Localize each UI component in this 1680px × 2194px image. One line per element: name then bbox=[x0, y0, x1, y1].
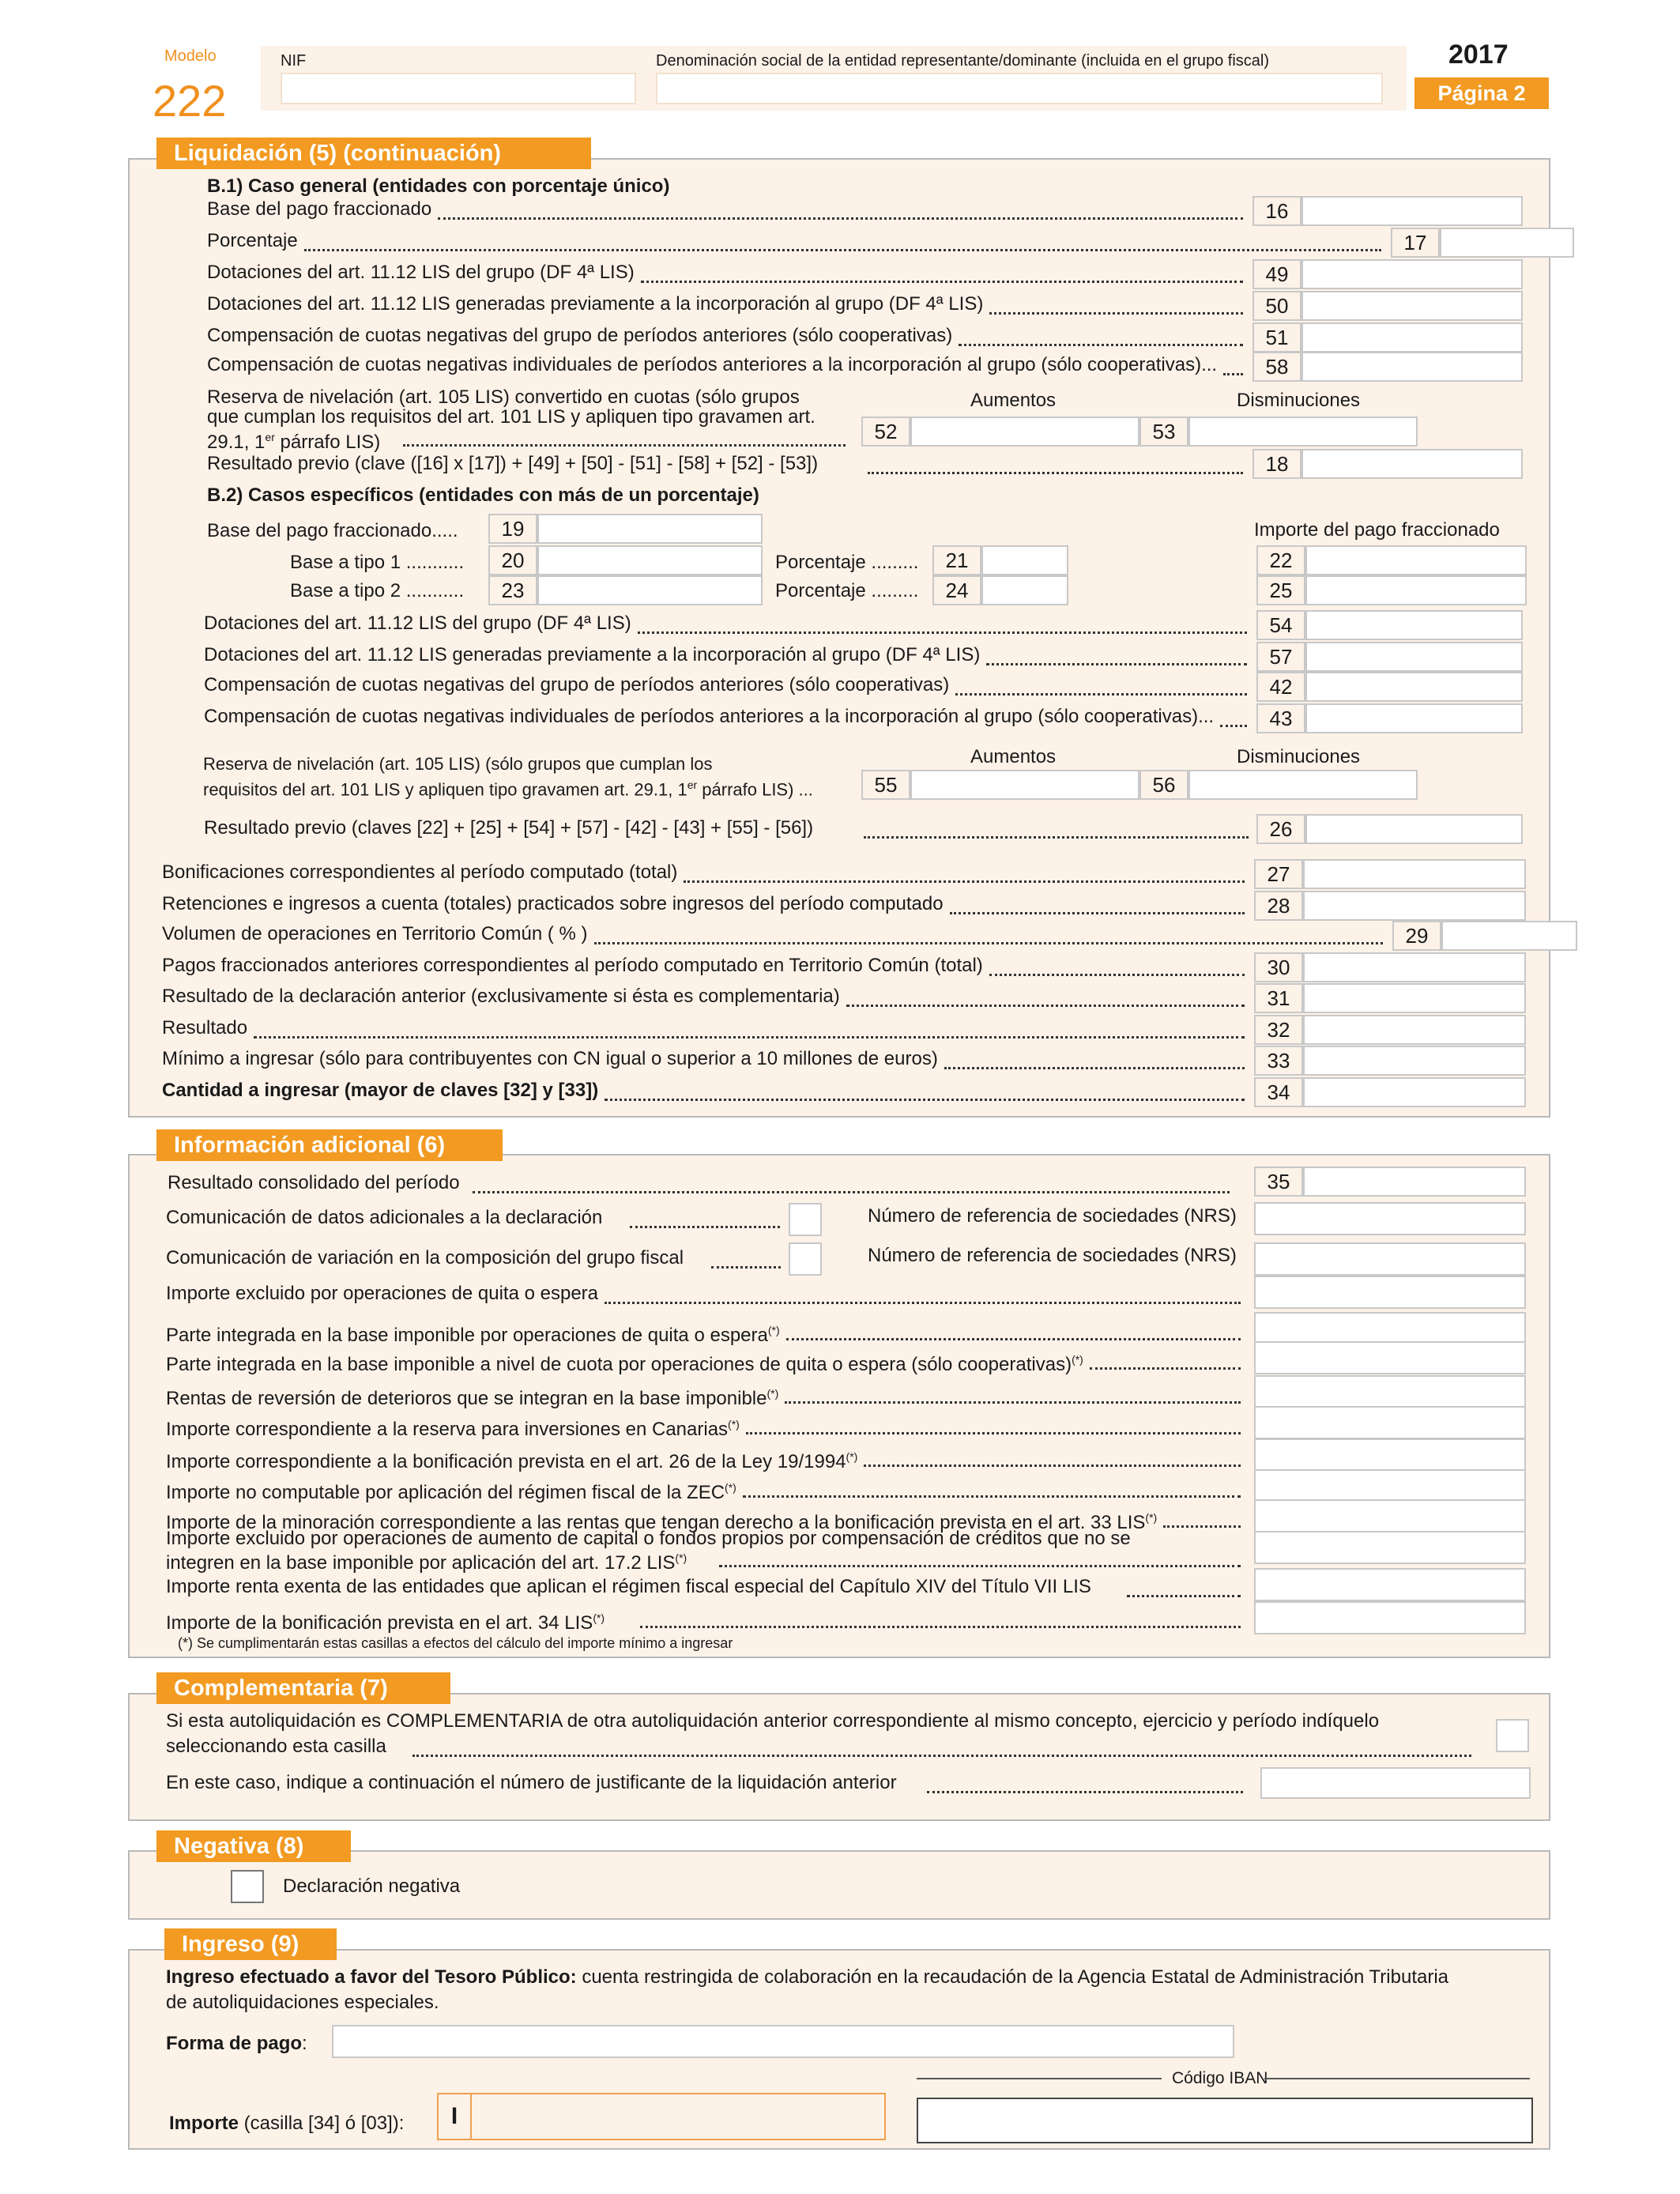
leader-dots bbox=[1223, 371, 1243, 375]
modelo-label: Modelo bbox=[164, 47, 217, 65]
b2-base-label: Base del pago fraccionado..... bbox=[207, 520, 458, 541]
b1-resultado-label: Resultado previo (clave ([16] x [17]) + [49] + [50] - [51] - [58] + [52] - [53]) bbox=[207, 453, 819, 474]
key-52: 52 bbox=[861, 417, 910, 447]
b2-reserva-line1: Reserva de nivelación (art. 105 LIS) (sólo grupos que cumplan los bbox=[203, 754, 713, 774]
b1-title: B.1) Caso general (entidades con porcentaje único) bbox=[207, 175, 670, 197]
b2-resultado-label: Resultado previo (claves [22] + [25] + [54] + [57] - [42] - [43] + [55] - [56]) bbox=[204, 817, 814, 839]
field-29[interactable] bbox=[1441, 921, 1577, 951]
field-21[interactable] bbox=[981, 545, 1068, 575]
key-16: 16 bbox=[1252, 196, 1301, 226]
field-24[interactable] bbox=[981, 575, 1068, 605]
page-indicator: Página 2 bbox=[1414, 77, 1549, 109]
b2-title: B.2) Casos específicos (entidades con más de un porcentaje) bbox=[207, 484, 759, 506]
info-row-field[interactable] bbox=[1254, 1406, 1526, 1439]
field-42[interactable] bbox=[1305, 672, 1523, 702]
nif-field[interactable] bbox=[281, 73, 636, 104]
b2-label-42: Compensación de cuotas negativas del grupo de períodos anteriores (sólo cooperativas) bbox=[204, 674, 950, 696]
key-31: 31 bbox=[1254, 983, 1303, 1013]
field-23[interactable] bbox=[537, 575, 763, 605]
info-row-label: Parte integrada en la base imponible a nivel de cuota por operaciones de quita o espera (sólo cooperativas)(*) bbox=[166, 1353, 1083, 1375]
leader-dots bbox=[786, 1336, 1241, 1340]
field-50[interactable] bbox=[1301, 291, 1523, 321]
complementaria-checkbox[interactable] bbox=[1496, 1719, 1529, 1752]
key-51: 51 bbox=[1252, 322, 1301, 352]
resultado-consolidado-label: Resultado consolidado del período bbox=[168, 1172, 460, 1193]
modelo-number: 222 bbox=[153, 76, 227, 126]
leader-dots bbox=[944, 1065, 1245, 1069]
key-49: 49 bbox=[1252, 259, 1301, 289]
field-22[interactable] bbox=[1305, 545, 1527, 575]
leader-dots bbox=[594, 941, 1383, 944]
year: 2017 bbox=[1448, 40, 1509, 70]
info-row-label: Importe excluido por operaciones de quita o espera bbox=[166, 1283, 599, 1304]
iban-field[interactable] bbox=[917, 2098, 1533, 2143]
renta-exenta-field[interactable] bbox=[1254, 1568, 1526, 1601]
final-label-27: Bonificaciones correspondientes al período computado (total) bbox=[162, 861, 678, 883]
key-26: 26 bbox=[1256, 814, 1305, 844]
b1-label-51: Compensación de cuotas negativas del grupo de períodos anteriores (sólo cooperativas) bbox=[207, 325, 953, 346]
field-51[interactable] bbox=[1301, 322, 1523, 352]
info-row-label: Rentas de reversión de deterioros que se integran en la base imponible(*) bbox=[166, 1387, 779, 1409]
leader-dots bbox=[605, 1097, 1245, 1101]
final-label-31: Resultado de la declaración anterior (exclusivamente si ésta es complementaria) bbox=[162, 986, 840, 1007]
info-row-label: Importe correspondiente a la reserva para inversiones en Canarias(*) bbox=[166, 1418, 740, 1440]
leader-dots bbox=[641, 279, 1243, 283]
info-footnote: (*) Se cumplimentarán estas casillas a efectos del cálculo del importe mínimo a ingresar bbox=[178, 1635, 733, 1651]
final-label-32: Resultado bbox=[162, 1017, 248, 1039]
ingreso-title: Ingreso (9) bbox=[164, 1928, 337, 1960]
field-16[interactable] bbox=[1301, 196, 1523, 226]
info-row-field[interactable] bbox=[1254, 1276, 1526, 1309]
final-label-29: Volumen de operaciones en Territorio Común ( % ) bbox=[162, 923, 588, 944]
leader-dots bbox=[989, 972, 1245, 976]
b1-label-17: Porcentaje bbox=[207, 230, 298, 251]
info-row-label: Importe no computable por aplicación del régimen fiscal de la ZEC(*) bbox=[166, 1481, 736, 1503]
leader-dots bbox=[864, 1463, 1241, 1467]
iban-line-left bbox=[917, 2078, 1162, 2079]
key-20: 20 bbox=[488, 545, 537, 575]
field-35[interactable] bbox=[1303, 1167, 1526, 1197]
key-43: 43 bbox=[1256, 703, 1305, 733]
info-row-field[interactable] bbox=[1254, 1341, 1526, 1374]
nrs1-field[interactable] bbox=[1254, 1202, 1526, 1235]
excluido-line2: integren en la base imponible por aplicación del art. 17.2 LIS(*) bbox=[166, 1551, 687, 1574]
key-53: 53 bbox=[1139, 417, 1188, 447]
denominacion-label: Denominación social de la entidad representante/dominante (incluida en el grupo fiscal) bbox=[656, 52, 1270, 70]
b2-label-54: Dotaciones del art. 11.12 LIS del grupo (DF 4ª LIS) bbox=[204, 613, 631, 634]
info-row-field[interactable] bbox=[1254, 1375, 1526, 1408]
leader-dots bbox=[986, 662, 1247, 665]
excluido-field[interactable] bbox=[1254, 1531, 1526, 1564]
comunicacion-datos-label: Comunicación de datos adicionales a la declaración bbox=[166, 1207, 603, 1228]
b1-reserva-line3: 29.1, 1er párrafo LIS) bbox=[207, 431, 381, 453]
field-30[interactable] bbox=[1303, 952, 1526, 982]
forma-pago-label: Forma de pago: bbox=[166, 2033, 307, 2054]
field-25[interactable] bbox=[1305, 575, 1527, 605]
final-label-33: Mínimo a ingresar (sólo para contribuyentes con CN igual o superior a 10 millones de euros) bbox=[162, 1048, 938, 1069]
key-42: 42 bbox=[1256, 672, 1305, 702]
key-24: 24 bbox=[932, 575, 981, 605]
key-33: 33 bbox=[1254, 1046, 1303, 1076]
info-row-label: Parte integrada en la base imponible por operaciones de quita o espera(*) bbox=[166, 1324, 780, 1346]
key-17: 17 bbox=[1391, 228, 1440, 258]
key-57: 57 bbox=[1256, 642, 1305, 672]
leader-dots bbox=[438, 216, 1243, 220]
final-label-30: Pagos fraccionados anteriores correspondientes al período computado en Territorio Común (total) bbox=[162, 955, 983, 976]
field-32[interactable] bbox=[1303, 1015, 1526, 1045]
disminuciones-label: Disminuciones bbox=[1237, 390, 1361, 411]
bonificacion34-field[interactable] bbox=[1254, 1601, 1526, 1634]
field-20[interactable] bbox=[537, 545, 763, 575]
comunicacion-variacion-label: Comunicación de variación en la composición del grupo fiscal bbox=[166, 1247, 684, 1269]
key-35: 35 bbox=[1254, 1167, 1303, 1197]
b1-reserva-line1: Reserva de nivelación (art. 105 LIS) convertido en cuotas (sólo grupos bbox=[207, 386, 800, 408]
nif-label: NIF bbox=[281, 52, 307, 70]
info-title: Información adicional (6) bbox=[156, 1129, 503, 1161]
porcentaje1-label: Porcentaje ......... bbox=[775, 552, 919, 573]
key-56: 56 bbox=[1139, 770, 1188, 800]
nrs1-label: Número de referencia de sociedades (NRS) bbox=[868, 1205, 1237, 1227]
field-49[interactable] bbox=[1301, 259, 1523, 289]
leader-dots bbox=[746, 1431, 1241, 1434]
negativa-checkbox[interactable] bbox=[231, 1870, 264, 1903]
field-54[interactable] bbox=[1305, 610, 1523, 640]
key-19: 19 bbox=[488, 514, 537, 544]
leader-dots bbox=[743, 1494, 1241, 1498]
field-19[interactable] bbox=[537, 514, 763, 544]
key-22: 22 bbox=[1256, 545, 1305, 575]
field-58[interactable] bbox=[1301, 352, 1523, 382]
leader-dots bbox=[1220, 723, 1247, 727]
ingreso-line2: de autoliquidaciones especiales. bbox=[166, 1992, 439, 2013]
leader-dots bbox=[959, 342, 1243, 346]
field-52[interactable] bbox=[910, 417, 1139, 447]
nrs2-field[interactable] bbox=[1254, 1242, 1526, 1276]
key-28: 28 bbox=[1254, 891, 1303, 921]
negativa-title: Negativa (8) bbox=[156, 1830, 351, 1862]
comunicacion-variacion-checkbox[interactable] bbox=[789, 1242, 822, 1276]
key-32: 32 bbox=[1254, 1015, 1303, 1045]
b2-reserva-line2: requisitos del art. 101 LIS y apliquen tipo gravamen art. 29.1, 1er párrafo LIS) ... bbox=[203, 778, 813, 800]
base-tipo1-label: Base a tipo 1 ........... bbox=[290, 552, 465, 573]
field-27[interactable] bbox=[1303, 859, 1526, 889]
info-row-field[interactable] bbox=[1254, 1438, 1526, 1472]
denominacion-field[interactable] bbox=[656, 73, 1383, 104]
importe-label: Importe (casilla [34] ó [03]): bbox=[169, 2113, 405, 2134]
iban-label: Código IBAN bbox=[1172, 2069, 1268, 2087]
field-17[interactable] bbox=[1440, 228, 1574, 258]
negativa-label: Declaración negativa bbox=[283, 1875, 461, 1897]
b1-reserva-line2: que cumplan los requisitos del art. 101 LIS y apliquen tipo gravamen art. bbox=[207, 406, 816, 428]
importe-field[interactable] bbox=[437, 2093, 886, 2140]
leader-dots bbox=[684, 879, 1245, 883]
b1-label-50: Dotaciones del art. 11.12 LIS generadas previamente a la incorporación al grupo (DF 4ª LIS) bbox=[207, 293, 984, 315]
field-18[interactable] bbox=[1301, 449, 1523, 479]
key-18: 18 bbox=[1252, 449, 1301, 479]
leader-dots bbox=[638, 630, 1247, 634]
forma-pago-field[interactable] bbox=[332, 2025, 1234, 2058]
leader-dots bbox=[1163, 1524, 1241, 1528]
leader-dots bbox=[989, 311, 1243, 315]
leader-dots bbox=[605, 1300, 1241, 1304]
bonificacion34-label: Importe de la bonificación prevista en el art. 34 LIS(*) bbox=[166, 1612, 605, 1634]
ingreso-bold: Ingreso efectuado a favor del Tesoro Público: bbox=[166, 1966, 577, 1988]
key-55: 55 bbox=[861, 770, 910, 800]
complementaria-line1: Si esta autoliquidación es COMPLEMENTARIA de otra autoliquidación anterior correspondiente al mismo concepto, ejercicio y período indíquelo bbox=[166, 1710, 1380, 1732]
b2-label-43: Compensación de cuotas negativas individuales de períodos anteriores a la incorporación al grupo (sólo cooperativas)... bbox=[204, 706, 1215, 727]
key-25: 25 bbox=[1256, 575, 1305, 605]
info-row-label: Importe de la minoración correspondiente a las rentas que tengan derecho a la bonificación prevista en el art. 33 LIS(*) bbox=[166, 1511, 1158, 1533]
field-43[interactable] bbox=[1305, 703, 1523, 733]
excluido-line1: Importe excluido por operaciones de aumento de capital o fondos propios por compensación de créditos que no se bbox=[166, 1528, 1131, 1549]
renta-exenta-label: Importe renta exenta de las entidades que aplican el régimen fiscal especial del Capítulo XIV del Título VII LIS bbox=[166, 1576, 1091, 1597]
field-56[interactable] bbox=[1188, 770, 1418, 800]
ingreso-text1: cuenta restringida de colaboración en la recaudación de la Agencia Estatal de Administración Tributaria bbox=[576, 1966, 1448, 1988]
info-row-label: Importe correspondiente a la bonificación prevista en el art. 26 de la Ley 19/1994(*) bbox=[166, 1450, 858, 1472]
importe-header: Importe del pago fraccionado bbox=[1254, 519, 1500, 541]
aumentos-label-2: Aumentos bbox=[970, 746, 1057, 767]
leader-dots bbox=[950, 910, 1245, 914]
justificante-field[interactable] bbox=[1260, 1767, 1531, 1799]
b1-label-58: Compensación de cuotas negativas individuales de períodos anteriores a la incorporación al grupo (sólo cooperativas)... bbox=[207, 354, 1218, 375]
nrs2-label: Número de referencia de sociedades (NRS) bbox=[868, 1245, 1237, 1266]
disminuciones-label-2: Disminuciones bbox=[1237, 746, 1361, 767]
key-27: 27 bbox=[1254, 859, 1303, 889]
leader-dots bbox=[1090, 1366, 1241, 1370]
comunicacion-datos-checkbox[interactable] bbox=[789, 1203, 822, 1236]
complementaria-line3: En este caso, indique a continuación el número de justificante de la liquidación anterior bbox=[166, 1772, 897, 1793]
key-50: 50 bbox=[1252, 291, 1301, 321]
field-53[interactable] bbox=[1188, 417, 1418, 447]
key-34: 34 bbox=[1254, 1077, 1303, 1107]
porcentaje2-label: Porcentaje ......... bbox=[775, 580, 919, 601]
field-31[interactable] bbox=[1303, 983, 1526, 1013]
leader-dots bbox=[785, 1400, 1241, 1404]
base-tipo2-label: Base a tipo 2 ........... bbox=[290, 580, 465, 601]
leader-dots bbox=[955, 692, 1247, 696]
key-29: 29 bbox=[1392, 921, 1441, 951]
key-30: 30 bbox=[1254, 952, 1303, 982]
info-row-field[interactable] bbox=[1254, 1312, 1526, 1345]
leader-dots bbox=[254, 1035, 1245, 1039]
key-21: 21 bbox=[932, 545, 981, 575]
field-55[interactable] bbox=[910, 770, 1139, 800]
leader-dots bbox=[304, 247, 1381, 251]
b2-label-57: Dotaciones del art. 11.12 LIS generadas previamente a la incorporación al grupo (DF 4ª LIS) bbox=[204, 644, 981, 665]
iban-line-right bbox=[1264, 2078, 1530, 2079]
b1-label-49: Dotaciones del art. 11.12 LIS del grupo (DF 4ª LIS) bbox=[207, 262, 635, 283]
leader-dots bbox=[846, 1003, 1245, 1007]
field-28[interactable] bbox=[1303, 891, 1526, 921]
ingreso-line1 bbox=[166, 1966, 1448, 1989]
complementaria-title: Complementaria (7) bbox=[156, 1672, 450, 1704]
aumentos-label: Aumentos bbox=[970, 390, 1057, 411]
field-34[interactable] bbox=[1303, 1077, 1526, 1107]
info-row-field[interactable] bbox=[1254, 1469, 1526, 1502]
key-54: 54 bbox=[1256, 610, 1305, 640]
complementaria-line2: seleccionando esta casilla bbox=[166, 1736, 386, 1757]
final-label-34: Cantidad a ingresar (mayor de claves [32] y [33]) bbox=[162, 1080, 599, 1101]
field-26[interactable] bbox=[1305, 814, 1523, 844]
final-label-28: Retenciones e ingresos a cuenta (totales) practicados sobre ingresos del período computado bbox=[162, 893, 944, 914]
b1-label-16: Base del pago fraccionado bbox=[207, 198, 432, 220]
field-33[interactable] bbox=[1303, 1046, 1526, 1076]
liquidacion-title: Liquidación (5) (continuación) bbox=[156, 138, 591, 169]
key-58: 58 bbox=[1252, 352, 1301, 382]
key-23: 23 bbox=[488, 575, 537, 605]
importe-prefix: I bbox=[439, 2094, 472, 2139]
info-row-field[interactable] bbox=[1254, 1499, 1526, 1532]
field-57[interactable] bbox=[1305, 642, 1523, 672]
